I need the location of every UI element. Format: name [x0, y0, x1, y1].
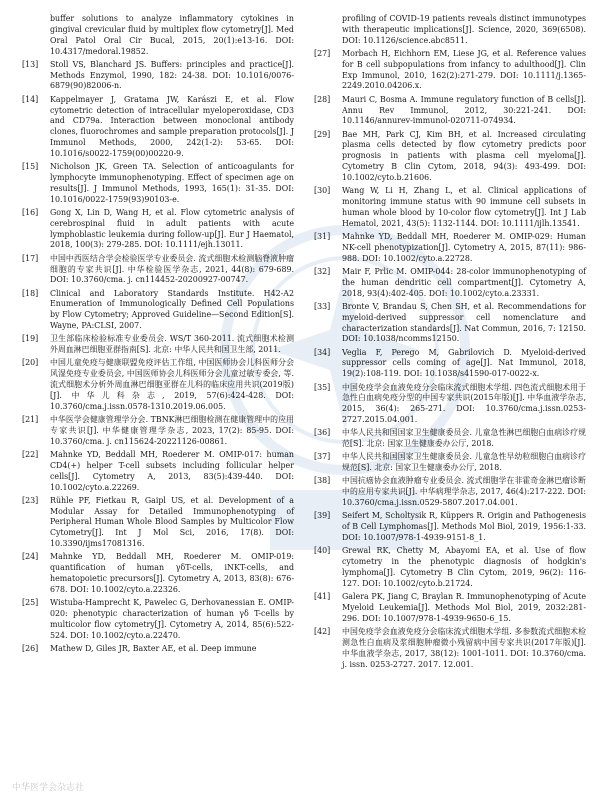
reference-text: Mahnke YD, Beddall MH, Roederer M. OMIP-017: human CD4(+) helper T-cell subsets including follicular helper cells[J]. Cytometry A, 2013, 83(5):439-440. DOI: 10.1002/cyto.a.22269.	[50, 449, 294, 492]
reference-text: 中国抗癌协会血液肿瘤专业委员会. 流式细胞学在非霍奇金淋巴瘤诊断中的应用专家共识[J]. 中华病理学杂志, 2017, 46(4):217-222. DOI: 10.3760/cma.j.issn.0529-5807.2017.04.001.	[342, 476, 586, 508]
reference-number: [28]	[314, 94, 331, 104]
reference-entry	[314, 627, 586, 670]
reference-number: [26]	[22, 643, 39, 653]
reference-number: [32]	[314, 266, 331, 276]
reference-entry	[314, 452, 586, 474]
reference-text: 中华医学会健康管理学分会. TBNK淋巴细胞检测在健康管理中的应用专家共识[J]. 中华健康管理学杂志, 2023, 17(2): 85-95. DOI: 10.3760/cma. j. cn115624-20221126-00861.	[50, 415, 294, 446]
reference-number: [38]	[314, 476, 331, 486]
reference-number: [18]	[22, 288, 39, 298]
reference-entry	[22, 162, 294, 205]
reference-number: [30]	[314, 186, 331, 196]
reference-number: [42]	[314, 626, 331, 636]
reference-text: Bae MH, Park CJ, Kim BH, et al. Increased circulating plasma cells detected by flow cytometry predicts poor prognosis in patients with plasma cell myeloma[J]. Cytometry B Clin Cytom, 2018, 94(3): 493-499. DOI: 10.1002/cyto.b.21606.	[342, 129, 586, 182]
reference-entry	[314, 267, 586, 300]
reference-text: Seifert M, Scholtysik R, Küppers R. Origin and Pathogenesis of B Cell Lymphomas[J]. Methods Mol Biol, 2019, 1956:1-33. DOI: 10.1007/978-1-4939-9151-8_1.	[342, 511, 586, 543]
reference-text: 卫生部临床检验标准专业委员会. WS/T 360-2011. 流式细胞术检测外周血淋巴细胞亚群指南[S]. 北京: 中华人民共和国卫生部, 2011.	[50, 334, 294, 355]
reference-text: Wistuba-Hamprecht K, Pawelec G, Derhovanessian E. OMIP-020: phenotypic characterization of human γδ T-cells by multicolor flow cytometry[J]. Cytometry A, 2014, 85(6):522-524. DOI: 10.1002/cyto.a.22470.	[50, 598, 294, 640]
reference-entry	[314, 232, 586, 265]
reference-number: [21]	[22, 415, 39, 425]
reference-text: Mathew D, Giles JR, Baxter AE, et al. Deep immune	[50, 643, 257, 653]
reference-entry	[314, 14, 586, 47]
reference-entry	[22, 334, 294, 356]
reference-number: [20]	[22, 358, 39, 368]
reference-entry	[22, 95, 294, 160]
reference-text: Veglia F, Perego M, Gabrilovich D. Myeloid-derived suppressor cells coming of age[J]. Nat Immunol, 2018, 19(2):108-119. DOI: 10.1038/s41590-017-0022-x.	[342, 347, 586, 379]
reference-entry	[314, 348, 586, 381]
reference-text: buffer solutions to analyze inflammatory cytokines in gingival crevicular fluid by multiplex flow cytometry[J]. Med Oral Patol Oral Cir Bucal, 2015, 20(1):e13-16. DOI: 10.4317/medoral.19852.	[50, 14, 294, 56]
reference-entry	[314, 302, 586, 345]
reference-number: [22]	[22, 449, 39, 459]
reference-number: [19]	[22, 334, 39, 344]
reference-entry	[22, 552, 294, 595]
reference-entry	[22, 496, 294, 550]
reference-text: 中华人民共和国国家卫生健康委员会. 儿童急性淋巴细胞白血病诊疗规范[S]. 北京: 国家卫生健康委办公厅, 2018.	[342, 428, 586, 449]
reference-text: 中国儿童免疫与健康联盟免疫评估工作组, 中国医师协会儿科医师分会风湿免疫专业委员会, 中国医师协会儿科医师分会儿童过敏专委会, 等. 流式细胞术分析外周血淋巴细胞亚群在儿科的临床应用共识(2019版)[J]. 中华儿科杂志, 2019, 57(6):424-428. DOI: 10.3760/cma.j.issn.0578-1310.2019.06.005.	[50, 358, 294, 411]
reference-number: [24]	[22, 552, 39, 562]
reference-entry	[314, 592, 586, 625]
reference-text: Clinical and Laboratory Standards Institute. H42-A2 Enumeration of Immunologically Defined Cell Populations by Flow Cytometry; Approved Guideline—Second Edition[S]. Wayne, PA:CLSI, 2007.	[50, 288, 294, 331]
reference-entry	[22, 358, 294, 412]
reference-number: [27]	[314, 48, 331, 58]
left-reference-column	[22, 14, 294, 657]
reference-text: Stoll VS, Blanchard JS. Buffers: principles and practice[J]. Methods Enzymol, 1990, 182: 24-38. DOI: 10.1016/0076-6879(90)82006-n.	[50, 59, 294, 91]
footer-publisher: 中华医学会杂志社	[12, 783, 85, 793]
reference-text: Mauri C, Bosma A. Immune regulatory function of B cells[J]. Annu Rev Immunol, 2012, 30:221-241. DOI: 10.1146/annurev-immunol-020711-074934.	[342, 94, 586, 126]
reference-text: Galera PK, Jiang C, Braylan R. Immunophenotyping of Acute Myeloid Leukemia[J]. Methods Mol Biol, 2019, 2032:281-296. DOI: 10.1007/978-1-4939-9650-6_15.	[342, 592, 586, 623]
reference-number: [40]	[314, 546, 331, 556]
reference-entry	[314, 95, 586, 128]
reference-text: 中国免疫学会血液免疫分会临床流式细胞术学组. 四色流式细胞术用于急性白血病免疫分型的中国专家共识(2015年版)[J]. 中华血液学杂志, 2015, 36(4): 265-271. DOI: 10.3760/cma.j.issn.0253-2727.2015.04.001.	[342, 382, 586, 425]
reference-text: Gong X, Lin D, Wang H, et al. Flow cytometric analysis of cerebrospinal fluid in adult patients with acute lymphoblastic leukemia during follow-up[J]. Eur J Haematol, 2018, 100(3): 279-285. DOI: 10.1111/ejh.13011.	[50, 207, 294, 250]
reference-text: Nicholson JK, Green TA. Selection of anticoagulants for lymphocyte immunophenotyping. Effect of specimen age on results[J]. J Immunol Methods, 1993, 165(1): 31-35. DOI: 10.1016/0022-1759(93)90103-e.	[50, 162, 294, 204]
reference-text: Wang W, Li H, Zhang L, et al. Clinical applications of monitoring immune status with 90 immune cell subsets in human whole blood by 10-color flow cytometry[J]. Int J Lab Hematol, 2021, 43(5): 1132-1144. DOI: 10.1111/ijlh.13541.	[342, 186, 586, 228]
reference-entry	[22, 14, 294, 57]
reference-entry	[22, 289, 294, 332]
reference-number: [31]	[314, 231, 331, 241]
reference-entry	[22, 450, 294, 493]
reference-text: Bronte V, Brandau S, Chen SH, et al. Recommendations for myeloid-derived suppressor cell nomenclature and characterization standards[J]. Nat Commun, 2016, 7: 12150. DOI: 10.1038/ncomms12150.	[342, 301, 586, 344]
reference-entry	[22, 60, 294, 93]
reference-number: [15]	[22, 162, 39, 172]
reference-text: Mair F, Prlic M. OMIP-044: 28-color immunophenotyping of the human dendritic cell compartment[J]. Cytometry A, 2018, 93(4):402-405. DOI: 10.1002/cyto.a.23331.	[342, 266, 586, 298]
reference-number: [34]	[314, 347, 331, 357]
reference-entry	[314, 546, 586, 589]
reference-entry	[314, 428, 586, 450]
reference-number: [41]	[314, 592, 331, 602]
reference-number: [33]	[314, 301, 331, 311]
reference-number: [17]	[22, 253, 39, 263]
reference-number: [25]	[22, 598, 39, 608]
reference-entry	[314, 383, 586, 426]
right-reference-column	[314, 14, 586, 673]
reference-text: profiling of COVID-19 patients reveals distinct immunotypes with therapeutic implications[J]. Science, 2020, 369(6508). DOI: 10.1126/science.abc8511.	[342, 14, 586, 45]
reference-text: 中华人民共和国国家卫生健康委员会. 儿童急性早幼粒细胞白血病诊疗规范[S]. 北京: 国家卫生健康委办公厅, 2018.	[342, 452, 586, 473]
reference-text: Grewal RK, Chetty M, Abayomi EA, et al. Use of flow cytometry in the phenotypic diagnosis of hodgkin's lymphoma[J]. Cytometry B Clin Cytom, 2019, 96(2): 116-127. DOI: 10.1002/cyto.b.21724.	[342, 546, 586, 588]
reference-number: [23]	[22, 495, 39, 505]
reference-text: Rühle PF, Fietkau R, Gaipl US, et al. Development of a Modular Assay for Detailed Immunophenotyping of Peripheral Human Whole Blood Samples by Multicolor Flow Cytometry[J]. Int J Mol Sci, 2016, 17(8). DOI: 10.3390/ijms17081316.	[50, 495, 294, 549]
reference-text: 中国中西医结合学会检验医学专业委员会. 流式细胞术检测脑脊液肿瘤细胞的专家共识[J]. 中华检验医学杂志, 2021, 44(8): 679-689. DOI: 10.3760/cma. j. cn114452-20200927-00747.	[50, 253, 294, 285]
reference-number: [16]	[22, 207, 39, 217]
reference-text: Mahnke YD, Beddall MH, Roederer M. OMIP-029: Human NK-cell phenotypization[J]. Cytometry A, 2015, 87(11): 986-988. DOI: 10.1002/cyto.a.22728.	[342, 231, 586, 263]
reference-text: Morbach H, Eichhorn EM, Liese JG, et al. Reference values for B cell subpopulations from infancy to adulthood[J]. Clin Exp Immunol, 2010, 162(2):271-279. DOI: 10.1111/j.1365-2249.2010.04206.x.	[342, 48, 586, 91]
reference-number: [39]	[314, 511, 331, 521]
reference-number: [37]	[314, 452, 331, 462]
reference-entry	[314, 511, 586, 544]
reference-text: 中国免疫学会血液免疫分会临床流式细胞术学组. 多参数流式细胞术检测急性白血病及浆细胞肿瘤微小残留病中国专家共识(2017年版)[J]. 中华血液学杂志, 2017, 38(12): 1001-1011. DOI: 10.3760/cma. j. issn. 0253-2727. 2017. 12.001.	[342, 626, 586, 669]
reference-entry	[314, 186, 586, 229]
reference-entry	[22, 208, 294, 251]
reference-number: [36]	[314, 428, 331, 438]
reference-entry	[314, 476, 586, 509]
reference-entry	[22, 644, 294, 655]
reference-entry	[314, 49, 586, 92]
reference-entry	[22, 254, 294, 287]
reference-number: [29]	[314, 129, 331, 139]
reference-entry	[22, 598, 294, 641]
reference-text: Kappelmayer J, Gratama JW, Karászi E, et al. Flow cytometric detection of intracellular myeloperoxidase, CD3 and CD79a. Interaction between monoclonal antibody clones, fluorochromes and sample preparation protocols[J]. J Immunol Methods, 2000, 242(1-2): 53-65. DOI: 10.1016/s0022-1759(00)00220-9.	[50, 94, 294, 158]
reference-entry	[22, 415, 294, 448]
reference-number: [35]	[314, 382, 331, 392]
reference-text: Mahnke YD, Beddall MH, Roederer M. OMIP-019: quantification of human γδT-cells, iNKT-cells, and hematopoietic precursors[J]. Cytometry A, 2013, 83(8): 676-678. DOI: 10.1002/cyto.a.22326.	[50, 552, 294, 594]
reference-number: [14]	[22, 94, 39, 104]
reference-entry	[314, 130, 586, 184]
reference-number: [13]	[22, 59, 39, 69]
